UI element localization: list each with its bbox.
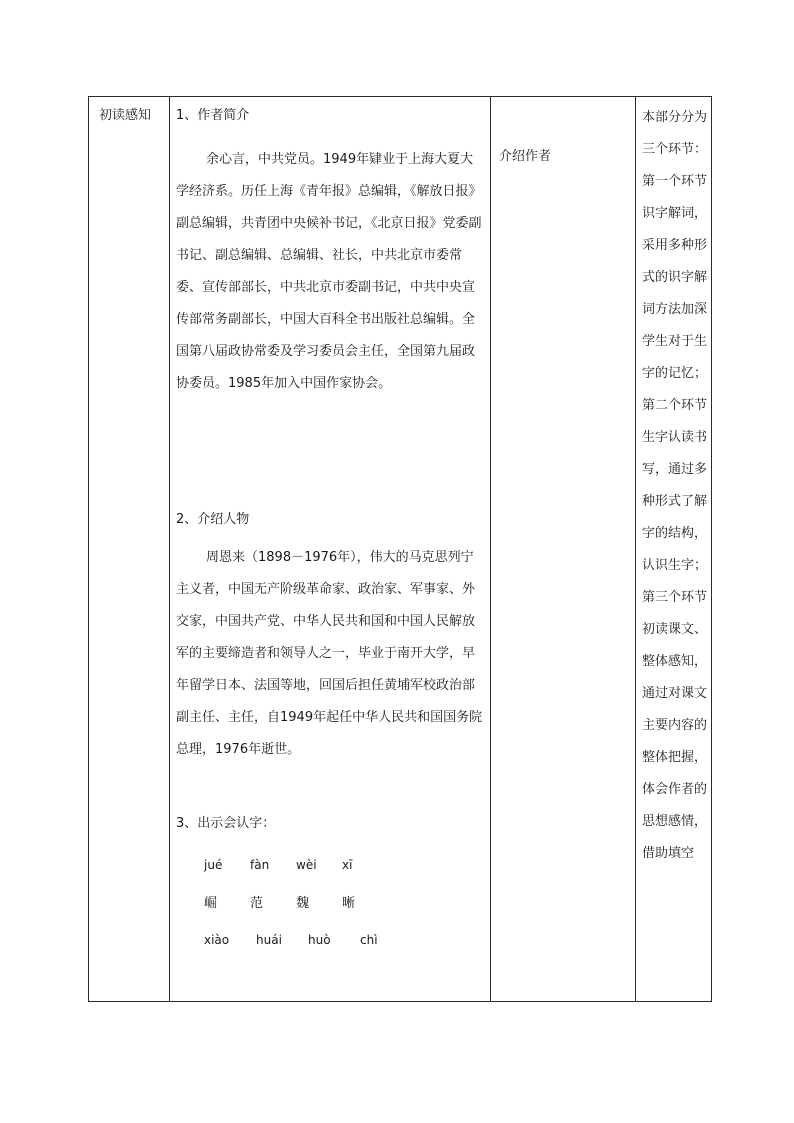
table-row [89, 97, 712, 1002]
person-intro-paragraph: 周恩来（1898－1976年），伟大的马克思列宁主义者，中国无产阶级革命家、政治家、军事家、外交家，中国共产党、中华人民共和国和中国人民解放军的主要缔造者和领导人之一，毕业于南开大学，早年留学日本、法国等地，回国后担任黄埔军校政治部副主任、主任，自1949年起任中华人民共和国国务院总理，1976年逝世。 [176, 550, 483, 757]
content-body [170, 97, 490, 947]
method-label: 介绍作者 [499, 149, 552, 164]
char-item: 崛 [204, 896, 218, 911]
section-1-heading: 1、作者简介 [176, 108, 250, 123]
char-row-1 [176, 892, 484, 911]
author-intro-paragraph: 余心言，中共党员。1949年肄业于上海大夏大学经济系。历任上海《青年报》总编辑，《解放日报》副总编辑，共青团中央候补书记，《北京日报》党委副书记、副总编辑、总编辑、社长，中共北京市委常委、宣传部部长，中共北京市委副书记，中共中央宣传部常务副部长，中国大百科全书出版社总编辑。全国第八届政协常委及学习委员会主任，全国第九届政协委员。1985年加入中国作家协会。 [176, 152, 482, 391]
stage-cell [89, 97, 170, 1002]
char-item: 晰 [342, 896, 356, 911]
section-3-heading: 3、出示会认字： [176, 816, 276, 831]
pinyin-item: jué [204, 858, 223, 872]
char-item: 魏 [296, 896, 310, 911]
lesson-plan-table [88, 96, 712, 1002]
pinyin-item: huò [308, 933, 331, 947]
pinyin-row-1 [176, 858, 484, 872]
stage-label: 初读感知 [99, 108, 152, 123]
pinyin-item: xī [342, 858, 353, 872]
method-cell [491, 97, 636, 1002]
design-note-text: 本部分分为三个环节：第一个环节识字解词，采用多种形式的识字解词方法加深学生对于生字的记忆；第二个环节生字认读书写，通过多种形式了解字的结构，认识生字；第三个环节初读课文、整体感知，通过对课文主要内容的整体把握，体会作者的思想感情，借助填空 [642, 110, 708, 861]
pinyin-item: fàn [250, 858, 270, 872]
note-body [636, 97, 711, 870]
char-item: 范 [250, 896, 264, 911]
note-cell [636, 97, 712, 1002]
section-2-heading: 2、介绍人物 [176, 512, 250, 527]
pinyin-item: wèi [296, 858, 317, 872]
pinyin-item: huái [256, 933, 282, 947]
pinyin-row-2 [176, 933, 484, 947]
pinyin-item: chì [360, 933, 378, 947]
content-cell [170, 97, 491, 1002]
pinyin-item: xiào [204, 933, 230, 947]
